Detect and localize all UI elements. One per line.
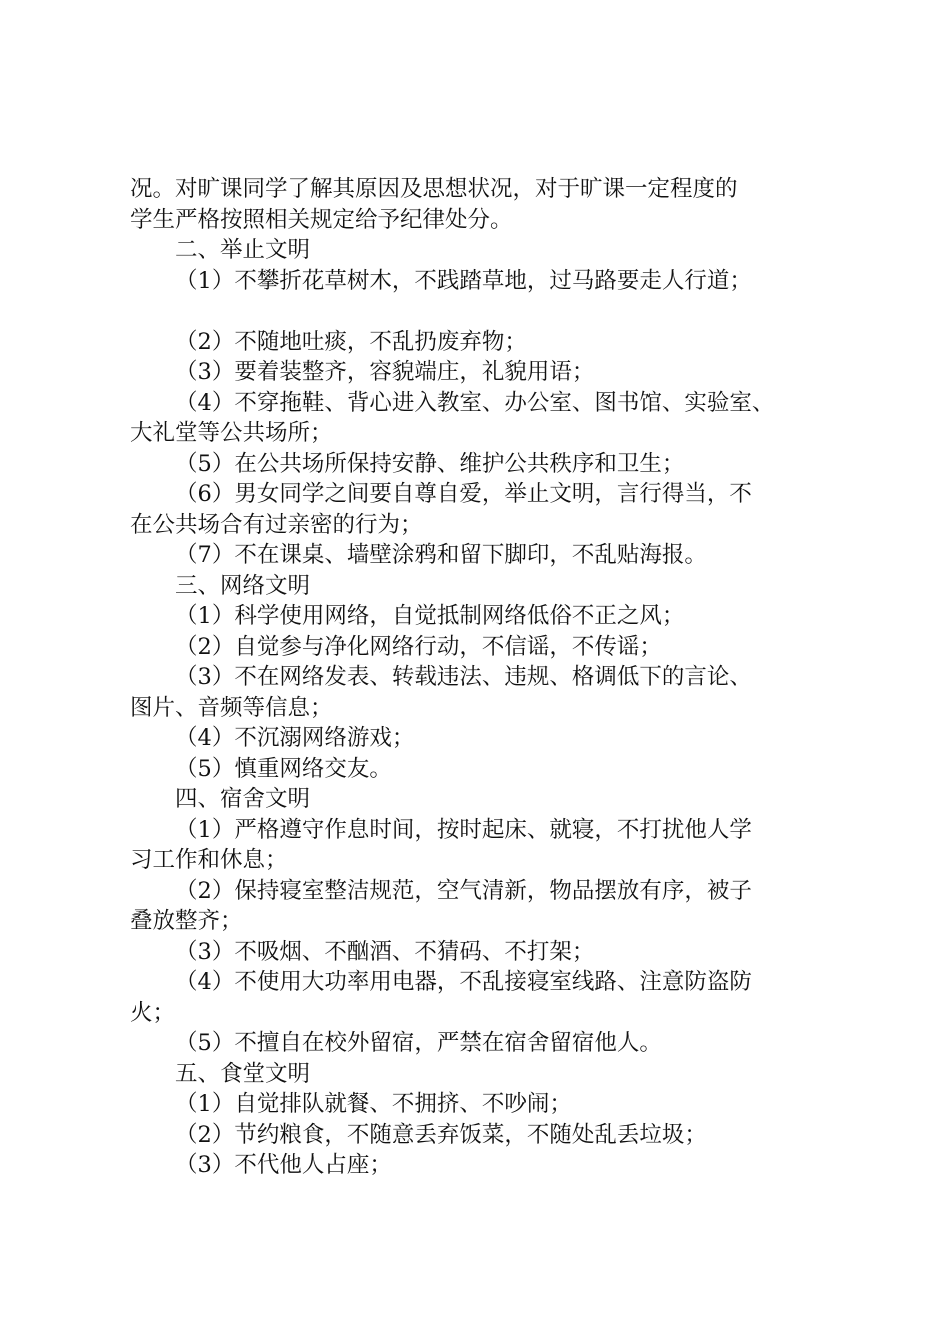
list-item-continuation: 叠放整齐； [130, 908, 243, 934]
list-item: （4）不沉溺网络游戏； [175, 725, 415, 751]
list-item: （3）不在网络发表、转载违法、违规、格调低下的言论、 [175, 664, 752, 690]
section-heading: 二、举止文明 [175, 237, 311, 263]
list-item-continuation: 在公共场合有过亲密的行为； [130, 511, 423, 538]
document-body [130, 174, 830, 1181]
blank-line [130, 296, 830, 327]
list-item: （1）不攀折花草树木，不践踏草地，过马路要走人行道； [175, 267, 752, 294]
section-heading: 三、网络文明 [175, 572, 311, 599]
list-item: （2）保持寝室整洁规范，空气清新，物品摆放有序，被子 [175, 877, 752, 904]
list-item: （4）不穿拖鞋、背心进入教室、办公室、图书馆、实验室、 [175, 389, 775, 416]
list-item-continuation: 图片、音频等信息； [130, 694, 333, 721]
list-item: （2）不随地吐痰，不乱扔废弃物； [175, 328, 527, 355]
list-item: （5）慎重网络交友。 [175, 755, 392, 782]
list-item: （3）不吸烟、不酗酒、不猜码、不打架； [175, 938, 595, 965]
paragraph-line: 况。对旷课同学了解其原因及思想状况，对于旷课一定程度的 [130, 176, 738, 202]
list-item-continuation: 大礼堂等公共场所； [130, 420, 333, 446]
list-item: （2）自觉参与净化网络行动，不信谣，不传谣； [175, 633, 662, 660]
list-item: （4）不使用大功率用电器，不乱接寝室线路、注意防盗防 [175, 969, 752, 995]
section-heading: 四、宿舍文明 [175, 786, 311, 812]
list-item-continuation: 火； [130, 999, 176, 1026]
list-item: （2）节约粮食，不随意丢弃饭菜，不随处乱丢垃圾； [175, 1121, 707, 1148]
list-item: （3）要着装整齐，容貌端庄，礼貌用语； [175, 359, 595, 385]
list-item: （1）科学使用网络，自觉抵制网络低俗不正之风； [175, 603, 685, 629]
list-item-continuation: 习工作和休息； [130, 847, 288, 873]
list-item: （5）不擅自在校外留宿，严禁在宿舍留宿他人。 [175, 1030, 662, 1056]
section-heading: 五、食堂文明 [175, 1060, 311, 1087]
list-item: （1）自觉排队就餐、不拥挤、不吵闹； [175, 1091, 572, 1117]
list-item: （5）在公共场所保持安静、维护公共秩序和卫生； [175, 450, 685, 477]
paragraph-line: 学生严格按照相关规定给予纪律处分。 [130, 206, 513, 233]
list-item: （1）严格遵守作息时间，按时起床、就寝，不打扰他人学 [175, 816, 752, 843]
list-item: （6）男女同学之间要自尊自爱，举止文明，言行得当，不 [175, 481, 752, 507]
list-item: （7）不在课桌、墙壁涂鸦和留下脚印，不乱贴海报。 [175, 542, 707, 568]
list-item: （3）不代他人占座； [175, 1152, 392, 1178]
